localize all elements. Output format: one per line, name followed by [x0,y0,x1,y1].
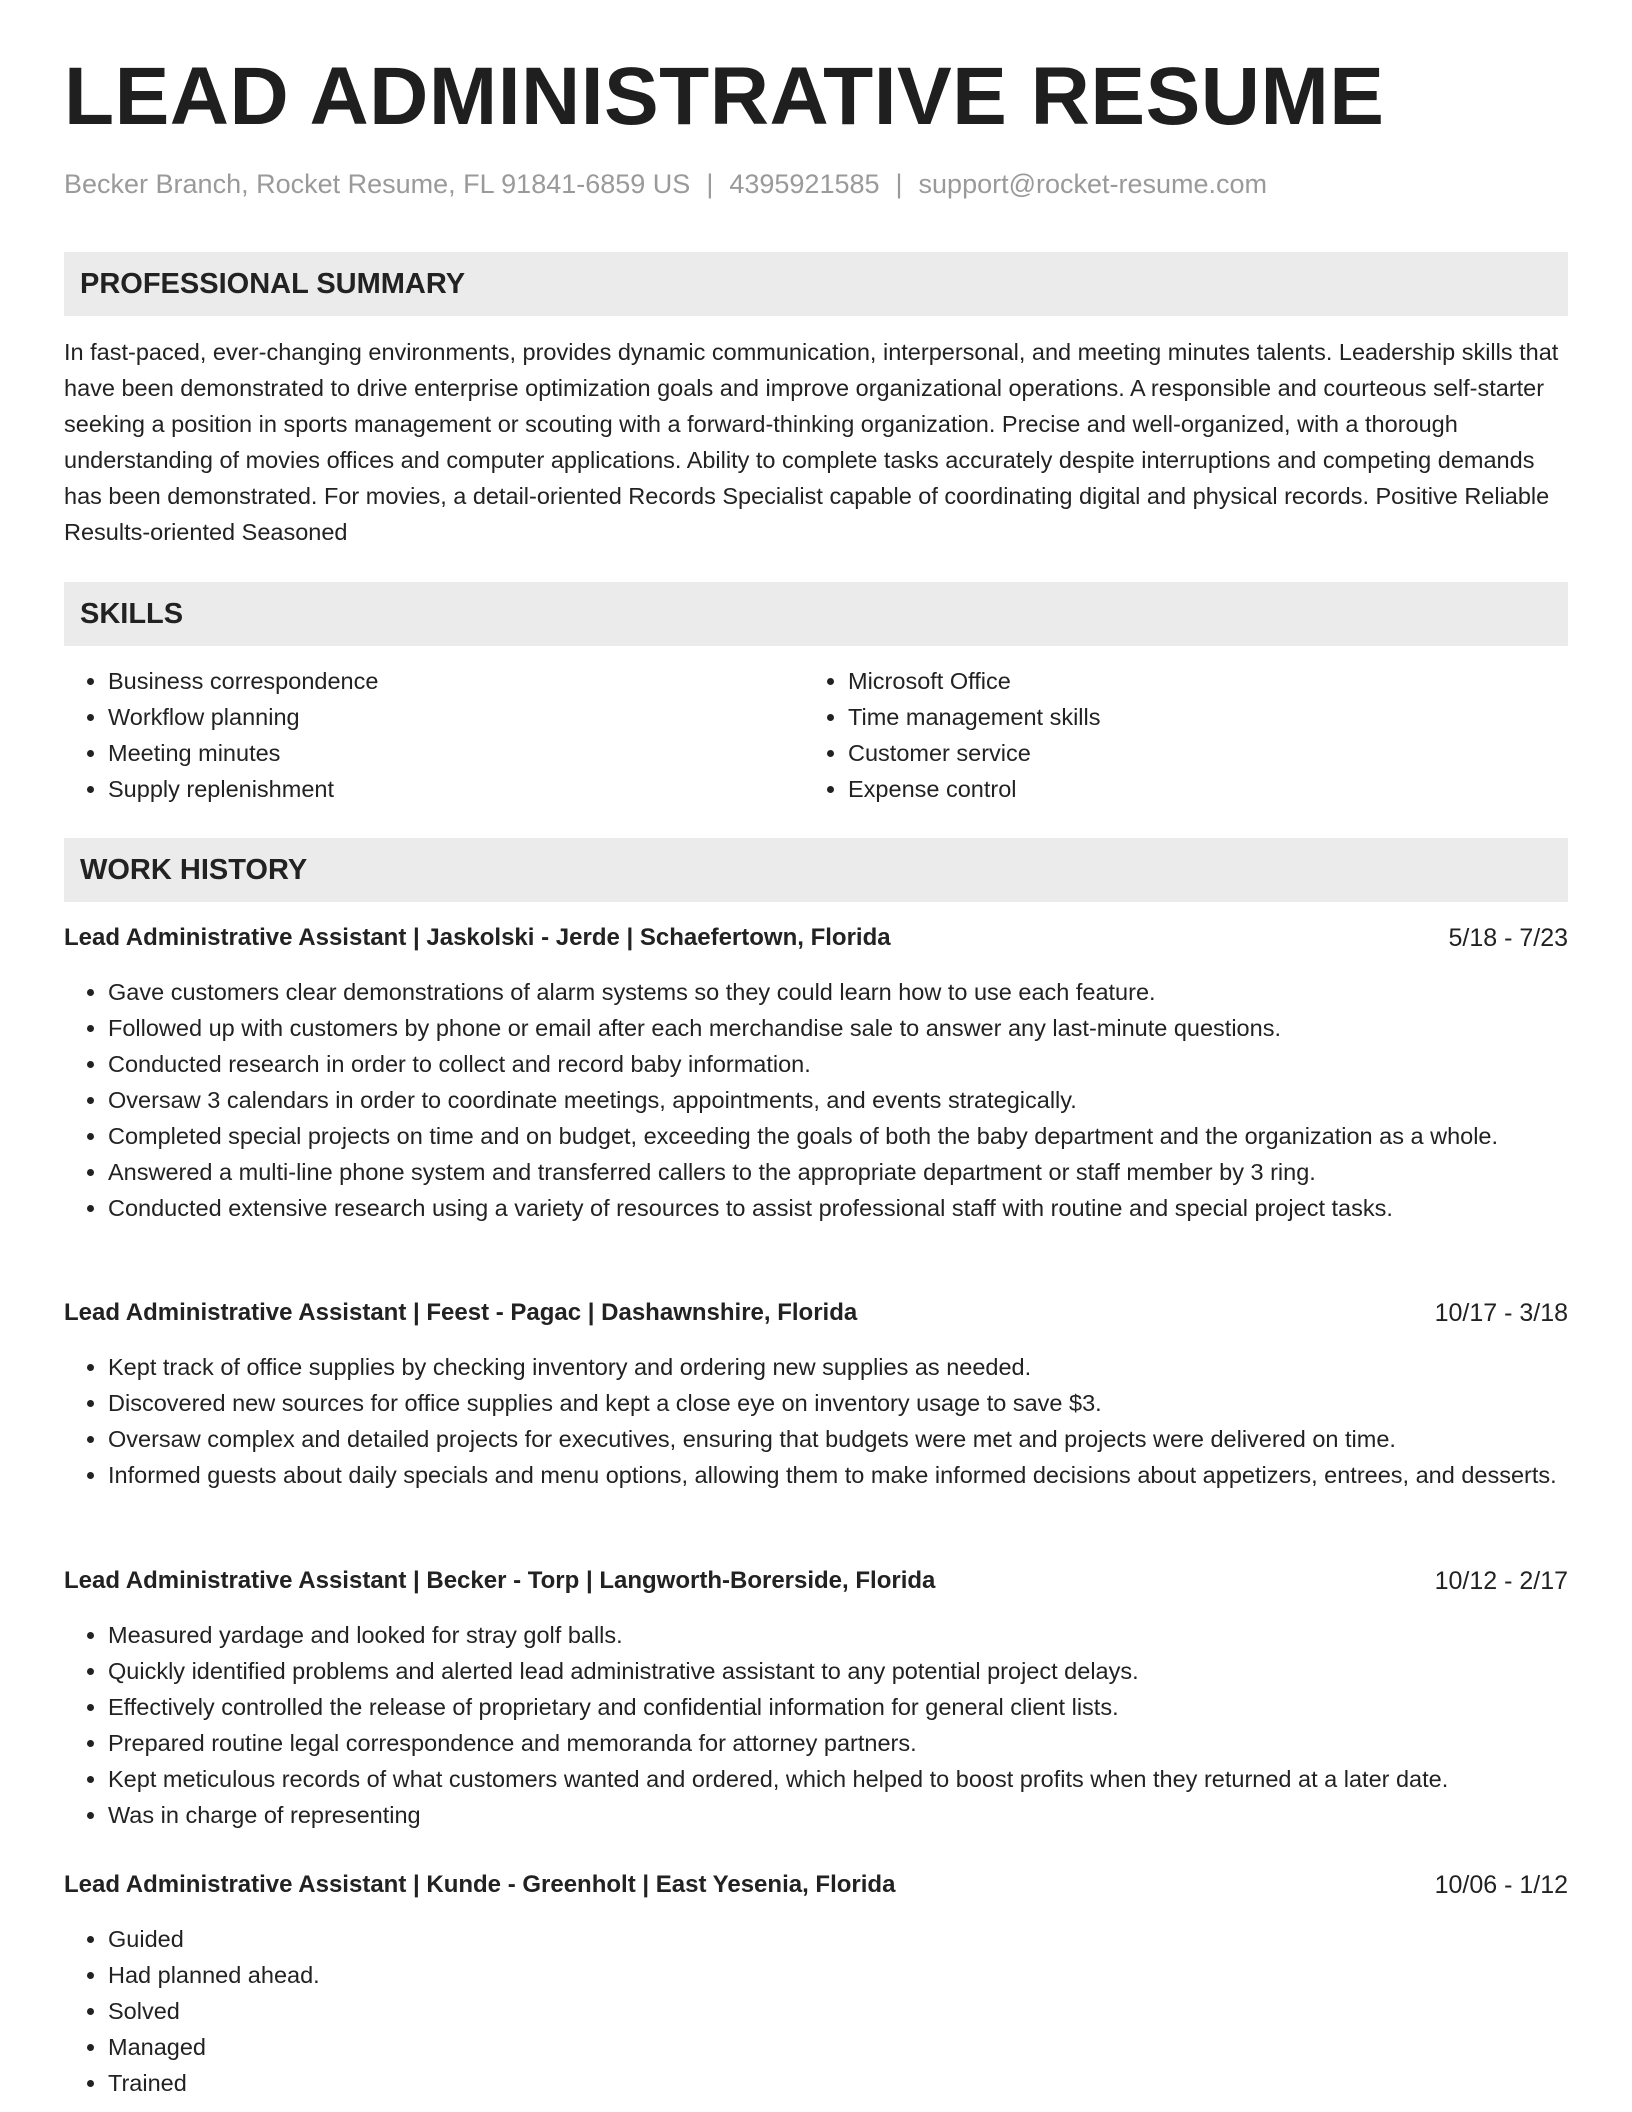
job-header [64,1867,1568,1903]
section-header-work-history [64,838,1568,902]
skill-item: • Business correspondence [108,663,808,699]
section-header-summary [64,252,1568,316]
section-header-skills [64,582,1568,646]
contact-email: support@rocket-resume.com [918,169,1268,199]
job-dates: 10/17 - 3/18 [1434,1299,1568,1327]
job-entry [64,1563,1568,1833]
contact-line [64,164,1267,204]
resume-title: LEAD ADMINISTRATIVE RESUME [64,51,1385,142]
job-title: Lead Administrative Assistant | Kunde - Greenholt | East Yesenia, Florida [64,1871,896,1898]
job-duty: • Quickly identified problems and alerted lead administrative assistant to any potential project delays. [108,1653,1568,1689]
job-entry [64,1295,1568,1493]
job-title: Lead Administrative Assistant | Feest - Pagac | Dashawnshire, Florida [64,1299,858,1326]
job-duties-list [64,1921,1568,2101]
job-duty: • Oversaw 3 calendars in order to coordinate meetings, appointments, and events strategically. [108,1082,1568,1118]
skills-list-right [804,663,1548,807]
job-duty: • Guided [108,1921,1568,1957]
job-duty: • Discovered new sources for office supplies and kept a close eye on inventory usage to save $3. [108,1385,1568,1421]
job-duty: • Had planned ahead. [108,1957,1568,1993]
job-duty: • Informed guests about daily specials and menu options, allowing them to make informed decisions about appetizers, entrees, and desserts. [108,1457,1568,1493]
section-title-skills: SKILLS [80,598,184,630]
job-dates: 5/18 - 7/23 [1448,924,1568,952]
skills-list-left [64,663,808,807]
job-duty: • Kept meticulous records of what customers wanted and ordered, which helped to boost profits when they returned at a later date. [108,1761,1568,1797]
job-title: Lead Administrative Assistant | Becker - Torp | Langworth-Borerside, Florida [64,1567,936,1594]
job-duty: • Managed [108,2029,1568,2065]
section-title-work-history: WORK HISTORY [80,854,308,886]
skill-item: • Microsoft Office [848,663,1548,699]
skill-item: • Customer service [848,735,1548,771]
skill-item: • Meeting minutes [108,735,808,771]
job-duty: • Kept track of office supplies by checking inventory and ordering new supplies as needed. [108,1349,1568,1385]
skill-item: • Time management skills [848,699,1548,735]
contact-separator: | [895,169,903,199]
job-duty: • Followed up with customers by phone or email after each merchandise sale to answer any last-minute questions. [108,1010,1568,1046]
job-duty: • Conducted research in order to collect and record baby information. [108,1046,1568,1082]
job-header [64,1295,1568,1331]
contact-address: Becker Branch, Rocket Resume, FL 91841-6859 US [64,169,691,199]
job-header [64,920,1568,956]
contact-separator: | [706,169,714,199]
job-duties-list [64,1349,1568,1493]
job-entry [64,920,1568,1226]
summary-text: In fast-paced, ever-changing environments, provides dynamic communication, interpersonal, and meeting minutes talents. Leadership skills that have been demonstrated to drive enterprise optimization goals and improve organizational operations. A responsible and courteous self-starter seeking a position in sports management or scouting with a forward-thinking organization. Precise and well-organized, with a thorough understanding of movies offices and computer applications. Ability to complete tasks accurately despite interruptions and competing demands has been demonstrated. For movies, a detail-oriented Records Specialist capable of coordinating digital and physical records. Positive Reliable Results-oriented Seasoned [64,339,1559,545]
job-duty: • Gave customers clear demonstrations of alarm systems so they could learn how to use each feature. [108,974,1568,1010]
job-dates: 10/06 - 1/12 [1434,1871,1568,1899]
job-duty: • Prepared routine legal correspondence and memoranda for attorney partners. [108,1725,1568,1761]
section-title-summary: PROFESSIONAL SUMMARY [80,268,466,300]
job-entry [64,1867,1568,2101]
job-header [64,1563,1568,1599]
job-duty: • Was in charge of representing [108,1797,1568,1833]
job-title: Lead Administrative Assistant | Jaskolski - Jerde | Schaefertown, Florida [64,924,891,951]
job-duty: • Trained [108,2065,1568,2101]
job-dates: 10/12 - 2/17 [1434,1567,1568,1595]
skill-item: • Expense control [848,771,1548,807]
job-duty: • Measured yardage and looked for stray golf balls. [108,1617,1568,1653]
job-duty: • Effectively controlled the release of proprietary and confidential information for general client lists. [108,1689,1568,1725]
contact-phone: 4395921585 [729,169,880,199]
job-duties-list [64,1617,1568,1833]
job-duty: • Conducted extensive research using a variety of resources to assist professional staff with routine and special project tasks. [108,1190,1568,1226]
job-duty: • Oversaw complex and detailed projects for executives, ensuring that budgets were met and projects were delivered on time. [108,1421,1568,1457]
job-duties-list [64,974,1568,1226]
skill-item: • Workflow planning [108,699,808,735]
job-duty: • Completed special projects on time and on budget, exceeding the goals of both the baby department and the organization as a whole. [108,1118,1568,1154]
skill-item: • Supply replenishment [108,771,808,807]
job-duty: • Answered a multi-line phone system and transferred callers to the appropriate department or staff member by 3 ring. [108,1154,1568,1190]
job-duty: • Solved [108,1993,1568,2029]
